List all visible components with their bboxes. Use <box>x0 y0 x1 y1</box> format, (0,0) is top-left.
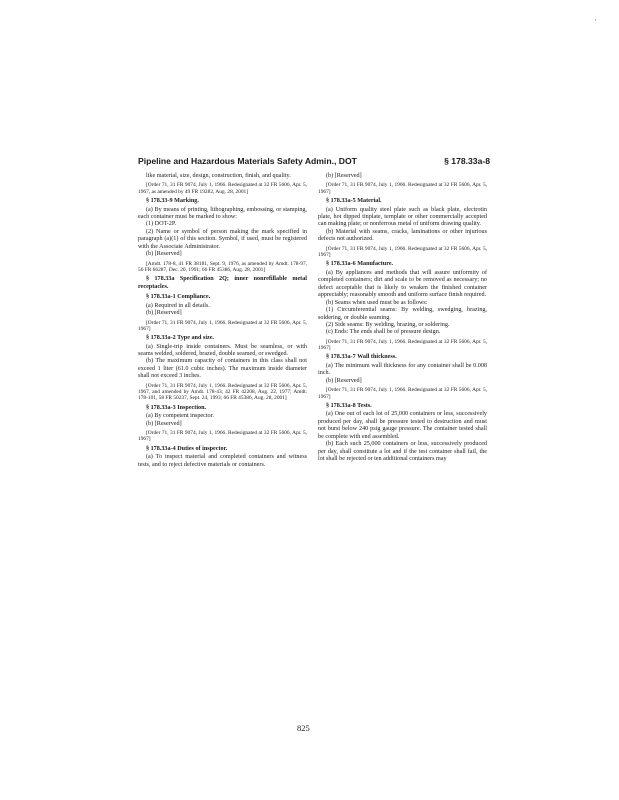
section-heading: § 178.33a-5 Material. <box>326 198 382 205</box>
source-note: [Order 71, 31 FR 9074, July 1, 1966. Redesignated at 32 FR 5606, Apr. 5, 1967] <box>318 387 487 400</box>
source-note: [Order 71, 31 FR 9074, July 1, 1966. Redesignated at 32 FR 5606, Apr. 5, 1967] <box>138 430 307 443</box>
left-column <box>138 173 307 469</box>
section-heading: § 178.33a-2 Type and size. <box>146 335 215 342</box>
section-heading: § 178.33a Specification 2Q; inner nonrefillable metal receptacles. <box>138 276 307 290</box>
running-header <box>138 156 490 170</box>
section-heading: § 178.33a-1 Compliance. <box>146 294 211 301</box>
paragraph: (a) Single-trip inside containers. Must be seamless, or with seams welded, soldered, brazed, double seamed, or swedged. <box>138 343 307 358</box>
paragraph: (a) By means of printing, lithographing, embossing, or stamping, each container must be marked to show: <box>138 206 307 220</box>
paragraph: (a) Required in all details. <box>146 302 210 309</box>
paragraph: (2) Name or symbol of person making the mark specified in paragraph (a)(1) of this section. Symbol, if used, must be registered with the Associate Administrator. <box>138 228 307 250</box>
source-note: [Order 71, 31 FR 9074, July 1, 1966. Redesignated at 32 FR 5606, Apr. 5, 1967] <box>318 182 487 195</box>
section-heading: § 178.33a-8 Tests. <box>326 402 372 409</box>
paragraph: (1) DOT-2P. <box>146 221 177 228</box>
paragraph: (b) The maximum capacity of containers in this class shall not exceed 1 liter (61.0 cubic inches). The maximum inside diameter shall not exceed 3 inches. <box>138 358 307 380</box>
paragraph: (b) [Reserved] <box>146 310 182 317</box>
paragraph: like material, size, design, construction, finish, and quality. <box>146 173 291 179</box>
paragraph: (b) [Reserved] <box>146 420 182 427</box>
paragraph: (a) By appliances and methods that will assure uniformity of completed containers; dirt and scale to be removed as necessary; no defect acceptable that is likely to weaken the finished container appreciably; reasonably smooth and uniform surface finish required. <box>318 269 487 299</box>
section-heading: § 178.33a-4 Duties of inspector. <box>146 445 228 452</box>
source-note: [Order 71, 31 FR 9074, July 1, 1966. Redesignated at 32 FR 5606, Apr. 5, 1967, and amended by Amdt. 178-43, 42 FR 42208, Aug. 22, 1977; Amdt. 178-101, 58 FR 50237, Sept. 24, 1993; 66 FR 45386, Aug. 28, 2001] <box>138 382 307 402</box>
source-note: [Order 71, 31 FR 9074, July 1, 1966. Redesignated at 32 FR 5606, Apr. 5, 1967] <box>318 338 487 352</box>
paragraph: (b) Each such 25,000 containers or less, successively produced per day, shall constitute a lot and if the test container shall fail, the lot shall be rejected or ten additional containers may <box>318 441 487 463</box>
paragraph: (2) Side seams: By welding, brazing, or soldering. <box>326 321 450 328</box>
section-heading: § 178.33a-6 Manufacture. <box>326 261 394 268</box>
paragraph: (a) One out of each lot of 25,000 containers or less, successively produced per day, shall be pressure tested to destruction and must not burst below 240 psig gauge pressure. The container tested shall be complete with end assembled. <box>318 411 487 440</box>
page-number: 825 <box>297 723 310 733</box>
corner-mark: ' <box>595 18 597 26</box>
section-heading: § 178.33a-3 Inspection. <box>146 404 207 411</box>
paragraph: (a) The minimum wall thickness for any container shall be 0.008 inch. <box>318 362 487 377</box>
section-heading: § 178.33-9 Marking. <box>146 198 199 205</box>
paragraph: (b) Material with seams, cracks, laminations or other injurious defects not authorized. <box>318 228 487 243</box>
paragraph: (1) Circumferential seams: By welding, swedging, brazing, soldering, or double seaming. <box>318 307 487 321</box>
paragraph: (b) [Reserved] <box>326 173 362 179</box>
header-title: Pipeline and Hazardous Materials Safety Admin., DOT <box>138 156 357 166</box>
paragraph: (a) By competent inspector. <box>146 413 214 420</box>
source-note: [Order 71, 31 FR 9074, July 1, 1966. Redesignated at 32 FR 5606, Apr. 5, 1967] <box>138 319 307 332</box>
paragraph: (b) [Reserved] <box>146 251 182 258</box>
header-section: § 178.33a-8 <box>444 156 490 166</box>
right-column <box>318 173 487 464</box>
paragraph: (b) Seams when used must be as follows: <box>326 299 428 306</box>
paragraph: (c) Ends: The ends shall be of pressure design. <box>326 329 441 336</box>
paragraph: (a) To inspect material and completed containers and witness tests, and to reject defective materials or containers. <box>138 454 307 468</box>
paragraph: (b) [Reserved] <box>326 377 362 384</box>
source-note: [Order 71, 31 FR 9074, July 1, 1966. Redesignated at 32 FR 5606, Apr. 5, 1967, as amended by 49 FR 19282, Aug. 28, 2001] <box>138 182 307 195</box>
source-note: [Order 71, 31 FR 9074, July 1, 1966. Redesignated at 32 FR 5606, Apr. 5, 1967] <box>318 245 487 259</box>
paragraph: (a) Uniform quality steel plate such as black plate, electrotin plate, hot dipped tinplate, ternplate or other commercially accepted can making plate; or nonferrous metal of uniform drawing quality. <box>318 206 487 228</box>
section-heading: § 178.33a-7 Wall thickness. <box>326 354 397 361</box>
source-note: [Amdt. 178-8, 41 FR 38181, Sept. 9, 1976, as amended by Amdt. 178-97, 56 FR 66287, Dec. 20, 1991; 66 FR 45386, Aug. 28, 2001] <box>138 260 307 273</box>
